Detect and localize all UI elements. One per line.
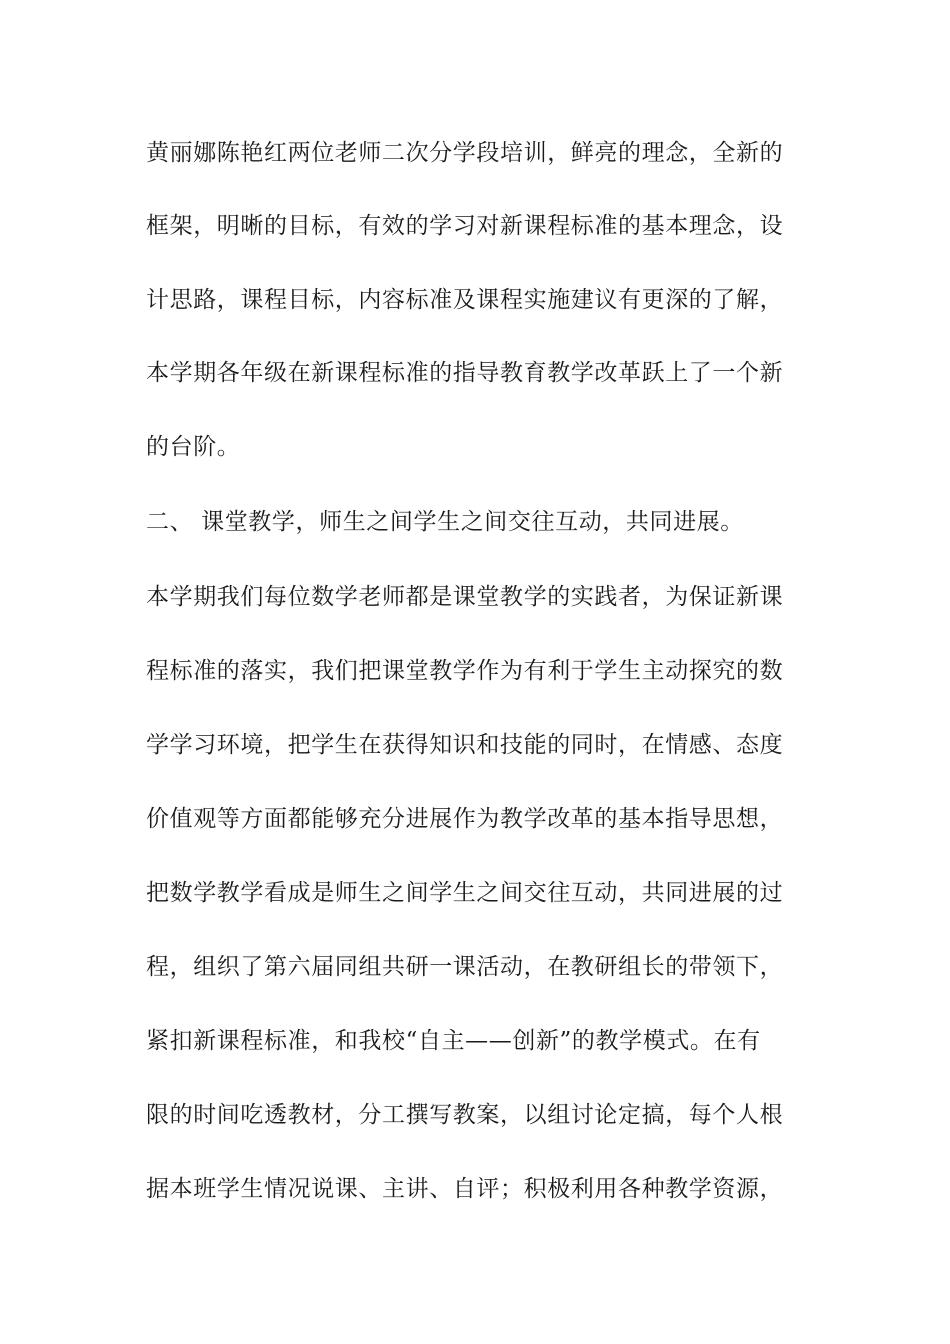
text-line: 框架，明晰的目标，有效的学习对新课程标准的基本理念，设 [146,213,784,239]
text-line: 学学习环境，把学生在获得知识和技能的同时，在情感、态度 [146,732,784,758]
text-line: 计思路，课程目标，内容标准及课程实施建议有更深的了解， [146,287,784,313]
text-line: 黄丽娜陈艳红两位老师二次分学段培训，鲜亮的理念，全新的 [146,140,784,166]
text-line: 程，组织了第六届同组共研一课活动，在教研组长的带领下， [146,954,784,980]
text-line: 的台阶。 [146,434,241,460]
section-heading: 二、 课堂教学，师生之间学生之间交往互动，共同进展。 [146,509,744,535]
text-line: 限的时间吃透教材，分工撰写教案，以组讨论定搞，每个人根 [146,1102,784,1128]
text-line: 本学期各年级在新课程标准的指导教育教学改革跃上了一个新 [146,360,784,386]
text-line: 程标准的落实，我们把课堂教学作为有利于学生主动探究的数 [146,658,784,684]
text-line: 价值观等方面都能够充分进展作为教学改革的基本指导思想， [146,806,784,832]
text-line: 本学期我们每位数学老师都是课堂教学的实践者，为保证新课 [146,584,784,610]
text-line: 据本班学生情况说课、主讲、自评；积极利用各种教学资源， [146,1176,784,1202]
text-line: 把数学教学看成是师生之间学生之间交往互动，共同进展的过 [146,880,784,906]
text-line: 紧扣新课程标准，和我校“自主——创新”的教学模式。在有 [146,1028,761,1054]
